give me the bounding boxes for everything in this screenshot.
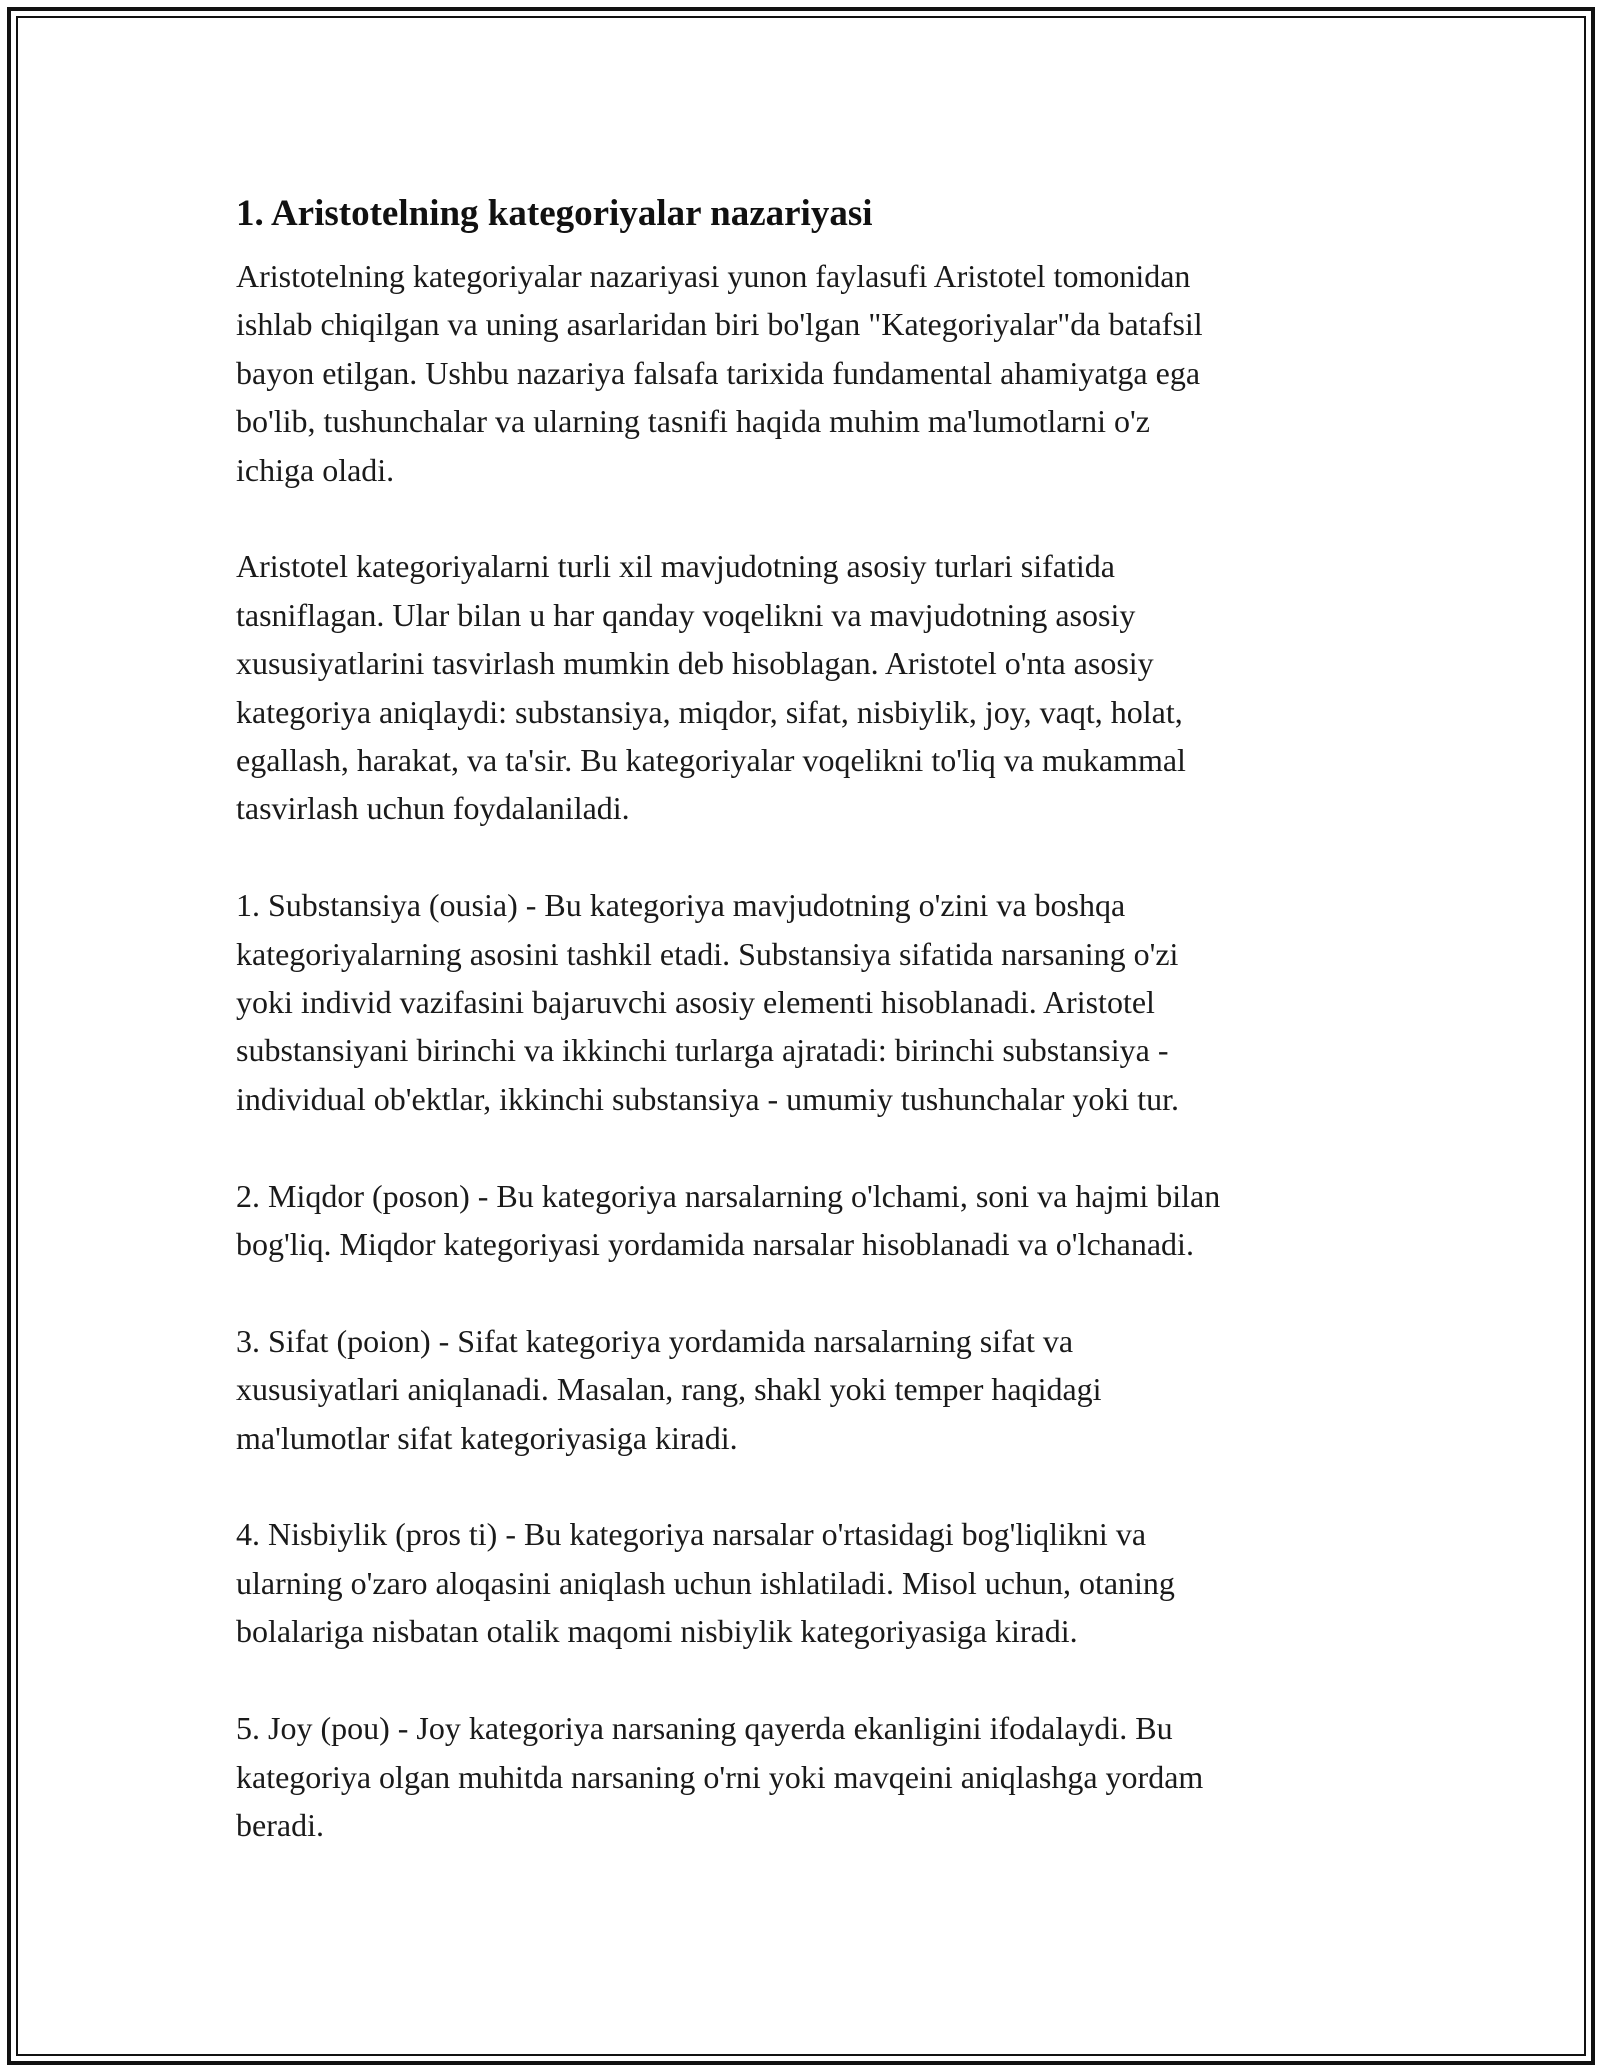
text-line: bo'lib, tushunchalar va ularning tasnifi haqida muhim ma'lumotlarni o'z bbox=[236, 403, 1150, 440]
text-line: xususiyatlarini tasvirlash mumkin deb hisoblagan. Aristotel o'nta asosiy bbox=[236, 645, 1154, 682]
text-line: 3. Sifat (poion) - Sifat kategoriya yordamida narsalarning sifat va bbox=[236, 1322, 1074, 1359]
text-line: yoki individ vazifasini bajaruvchi asosiy elementi hisoblanadi. Aristotel bbox=[236, 984, 1155, 1021]
text-line: bog'liq. Miqdor kategoriyasi yordamida narsalar hisoblanadi va o'lchanadi. bbox=[236, 1226, 1194, 1263]
text-line: xususiyatlari aniqlanadi. Masalan, rang, shakl yoki temper haqidagi bbox=[236, 1371, 1102, 1408]
text-line: 1. Substansiya (ousia) - Bu kategoriya mavjudotning o'zini va boshqa bbox=[236, 887, 1126, 924]
paragraph bbox=[236, 1317, 1376, 1462]
text-line: beradi. bbox=[236, 1806, 324, 1843]
text-line: kategoriya aniqlaydi: substansiya, miqdor, sifat, nisbiylik, joy, vaqt, holat, bbox=[236, 693, 1183, 730]
text-line: kategoriyalarning asosini tashkil etadi. Substansiya sifatida narsaning o'zi bbox=[236, 935, 1179, 972]
paragraph bbox=[236, 252, 1376, 494]
text-line: 4. Nisbiylik (pros ti) - Bu kategoriya narsalar o'rtasidagi bog'liqlikni va bbox=[236, 1516, 1147, 1553]
paragraph-list bbox=[236, 252, 1376, 1849]
text-line: egallash, harakat, va ta'sir. Bu kategoriyalar voqelikni to'liq va mukammal bbox=[236, 742, 1186, 779]
text-line: ichiga oladi. bbox=[236, 451, 395, 488]
text-line: ma'lumotlar sifat kategoriyasiga kiradi. bbox=[236, 1419, 738, 1456]
text-line: kategoriya olgan muhitda narsaning o'rni yoki mavqeini aniqlashga yordam bbox=[236, 1758, 1204, 1795]
paragraph bbox=[236, 881, 1376, 1123]
text-line: bayon etilgan. Ushbu nazariya falsafa tarixida fundamental ahamiyatga ega bbox=[236, 354, 1201, 391]
text-line: bolalariga nisbatan otalik maqomi nisbiylik kategoriyasiga kiradi. bbox=[236, 1613, 1078, 1650]
paragraph bbox=[236, 1172, 1376, 1269]
text-line: individual ob'ektlar, ikkinchi substansiya - umumiy tushunchalar yoki tur. bbox=[236, 1080, 1180, 1117]
document-body bbox=[236, 188, 1376, 1898]
paragraph bbox=[236, 1510, 1376, 1655]
text-line: Aristotelning kategoriyalar nazariyasi yunon faylasufi Aristotel tomonidan bbox=[236, 258, 1191, 294]
text-line: 5. Joy (pou) - Joy kategoriya narsaning qayerda ekanligini ifodalaydi. Bu bbox=[236, 1710, 1173, 1747]
paragraph bbox=[236, 542, 1376, 832]
text-line: ularning o'zaro aloqasini aniqlash uchun ishlatiladi. Misol uchun, otaning bbox=[236, 1564, 1175, 1601]
text-line: Aristotel kategoriyalarni turli xil mavjudotning asosiy turlari sifatida bbox=[236, 548, 1115, 585]
section-heading: 1. Aristotelning kategoriyalar nazariyasi bbox=[236, 193, 873, 234]
text-line: substansiyani birinchi va ikkinchi turlarga ajratadi: birinchi substansiya - bbox=[236, 1032, 1169, 1069]
text-line: ishlab chiqilgan va uning asarlaridan biri bo'lgan "Kategoriyalar"da batafsil bbox=[236, 306, 1203, 343]
text-line: tasvirlash uchun foydalaniladi. bbox=[236, 790, 630, 827]
text-line: 2. Miqdor (poson) - Bu kategoriya narsalarning o'lchami, soni va hajmi bilan bbox=[236, 1177, 1221, 1214]
text-line: tasniflagan. Ular bilan u har qanday voqelikni va mavjudotning asosiy bbox=[236, 596, 1136, 633]
paragraph bbox=[236, 1704, 1376, 1849]
